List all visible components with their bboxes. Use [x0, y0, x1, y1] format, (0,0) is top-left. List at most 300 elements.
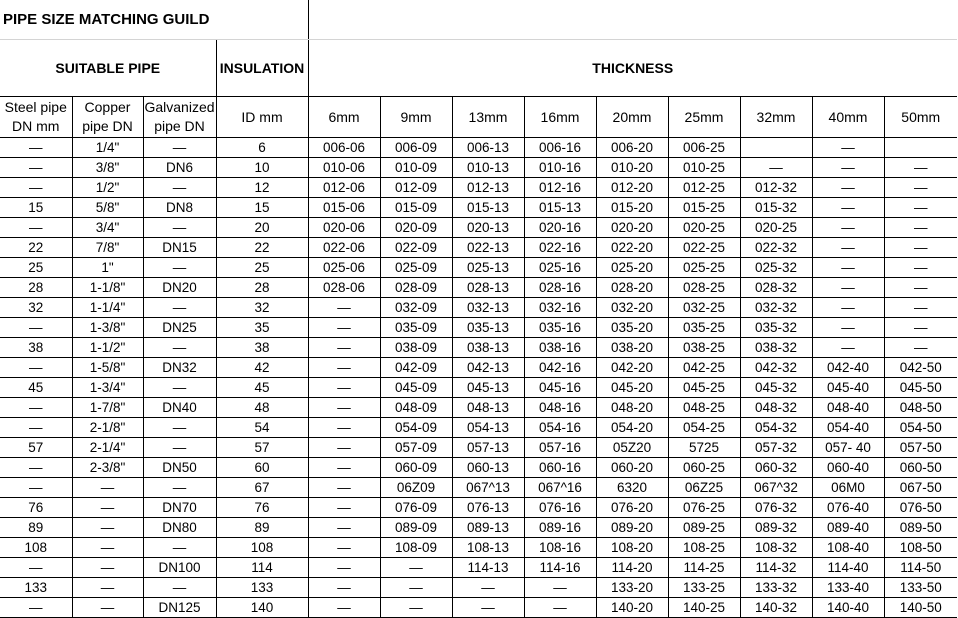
table-row: [0, 398, 957, 418]
table-cell: 054-50: [884, 418, 957, 438]
table-cell: 032-32: [740, 298, 812, 318]
table-cell: 045-25: [668, 378, 740, 398]
table-cell: 133: [216, 578, 308, 598]
table-cell: 140-40: [812, 598, 884, 618]
table-cell: 1-1/8": [72, 278, 143, 298]
table-cell: 133: [0, 578, 72, 598]
table-cell: 1-3/8": [72, 318, 143, 338]
table-cell: 54: [216, 418, 308, 438]
table-cell: 133-32: [740, 578, 812, 598]
table-row: [0, 298, 957, 318]
table-row: [0, 558, 957, 578]
table-cell: 020-13: [452, 218, 524, 238]
table-cell: 038-13: [452, 338, 524, 358]
table-cell: 45: [0, 378, 72, 398]
table-cell: 020-09: [380, 218, 452, 238]
table-cell: —: [72, 578, 143, 598]
table-cell: 1-3/4": [72, 378, 143, 398]
table-cell: 042-25: [668, 358, 740, 378]
table-cell: 06Z25: [668, 478, 740, 498]
table-cell: —: [812, 258, 884, 278]
table-cell: 067^16: [524, 478, 596, 498]
table-cell: 025-13: [452, 258, 524, 278]
col-header-galvanized-pipe: Galvanized pipe DN: [143, 97, 216, 138]
table-cell: 057-16: [524, 438, 596, 458]
table-cell: 028-20: [596, 278, 668, 298]
table-cell: 089-50: [884, 518, 957, 538]
table-row: [0, 238, 957, 258]
table-cell: —: [452, 578, 524, 598]
table-row: [0, 598, 957, 618]
table-cell: 028-06: [308, 278, 380, 298]
table-cell: —: [143, 298, 216, 318]
table-cell: 140-32: [740, 598, 812, 618]
table-cell: 076-40: [812, 498, 884, 518]
table-cell: 060-50: [884, 458, 957, 478]
table-cell: 054-16: [524, 418, 596, 438]
table-cell: 38: [216, 338, 308, 358]
table-cell: —: [308, 358, 380, 378]
table-cell: 045-13: [452, 378, 524, 398]
table-cell: —: [524, 598, 596, 618]
table-cell: 89: [216, 518, 308, 538]
table-cell: —: [884, 198, 957, 218]
table-cell: DN15: [143, 238, 216, 258]
table-cell: 012-06: [308, 178, 380, 198]
table-cell: 020-16: [524, 218, 596, 238]
table-cell: —: [308, 498, 380, 518]
table-cell: 1-5/8": [72, 358, 143, 378]
table-cell: 048-20: [596, 398, 668, 418]
table-cell: —: [143, 138, 216, 158]
table-cell: 060-16: [524, 458, 596, 478]
table-cell: 3/4": [72, 218, 143, 238]
table-row: [0, 418, 957, 438]
table-cell: 076-25: [668, 498, 740, 518]
table-cell: 2-1/4": [72, 438, 143, 458]
table-cell: DN50: [143, 458, 216, 478]
table-cell: 114-16: [524, 558, 596, 578]
table-cell: 035-32: [740, 318, 812, 338]
table-cell: 057-09: [380, 438, 452, 458]
table-row: [0, 218, 957, 238]
table-cell: —: [884, 278, 957, 298]
table-cell: 015-13: [452, 198, 524, 218]
table-cell: —: [380, 598, 452, 618]
table-cell: 108: [216, 538, 308, 558]
table-cell: —: [812, 198, 884, 218]
table-cell: 5725: [668, 438, 740, 458]
table-body: [0, 138, 957, 618]
table-cell: —: [0, 158, 72, 178]
table-row: [0, 198, 957, 218]
table-cell: 006-09: [380, 138, 452, 158]
table-row: [0, 338, 957, 358]
table-cell: 133-50: [884, 578, 957, 598]
table-cell: DN32: [143, 358, 216, 378]
table-cell: 038-25: [668, 338, 740, 358]
table-cell: 140-20: [596, 598, 668, 618]
table-cell: 045-32: [740, 378, 812, 398]
table-cell: 108-09: [380, 538, 452, 558]
table-cell: 15: [0, 198, 72, 218]
table-cell: 057- 40: [812, 438, 884, 458]
table-cell: 057-32: [740, 438, 812, 458]
table-cell: —: [0, 218, 72, 238]
table-cell: 10: [216, 158, 308, 178]
table-cell: 06Z09: [380, 478, 452, 498]
table-cell: —: [380, 558, 452, 578]
table-cell: —: [308, 318, 380, 338]
table-cell: 012-16: [524, 178, 596, 198]
table-cell: —: [308, 398, 380, 418]
table-cell: 025-20: [596, 258, 668, 278]
table-cell: 25: [0, 258, 72, 278]
table-cell: 042-16: [524, 358, 596, 378]
table-cell: 067-50: [884, 478, 957, 498]
table-cell: 010-09: [380, 158, 452, 178]
table-cell: 133-40: [812, 578, 884, 598]
table-cell: 025-09: [380, 258, 452, 278]
table-cell: 048-32: [740, 398, 812, 418]
table-cell: 089-32: [740, 518, 812, 538]
table-cell: 140-50: [884, 598, 957, 618]
table-cell: 042-32: [740, 358, 812, 378]
table-cell: 010-25: [668, 158, 740, 178]
table-cell: 038-16: [524, 338, 596, 358]
table-cell: 042-09: [380, 358, 452, 378]
table-cell: 028-09: [380, 278, 452, 298]
table-cell: —: [452, 598, 524, 618]
table-cell: 76: [216, 498, 308, 518]
col-header-20mm: 20mm: [596, 97, 668, 138]
table-cell: 32: [0, 298, 72, 318]
sheet-title: PIPE SIZE MATCHING GUILD: [0, 0, 308, 40]
table-cell: 140-25: [668, 598, 740, 618]
table-cell: 025-32: [740, 258, 812, 278]
table-cell: —: [72, 598, 143, 618]
table-cell: 012-20: [596, 178, 668, 198]
table-cell: 028-25: [668, 278, 740, 298]
col-header-40mm: 40mm: [812, 97, 884, 138]
table-cell: —: [308, 458, 380, 478]
table-cell: 076-13: [452, 498, 524, 518]
table-cell: —: [143, 578, 216, 598]
table-cell: DN20: [143, 278, 216, 298]
table-cell: 006-25: [668, 138, 740, 158]
table-cell: 060-09: [380, 458, 452, 478]
table-cell: 05Z20: [596, 438, 668, 458]
table-cell: 6: [216, 138, 308, 158]
table-cell: —: [308, 478, 380, 498]
table-cell: —: [143, 178, 216, 198]
table-cell: 015-25: [668, 198, 740, 218]
table-cell: —: [143, 378, 216, 398]
table-cell: 045-16: [524, 378, 596, 398]
col-header-6mm: 6mm: [308, 97, 380, 138]
table-cell: —: [884, 238, 957, 258]
table-cell: 022-09: [380, 238, 452, 258]
table-cell: —: [884, 338, 957, 358]
table-row: [0, 438, 957, 458]
table-cell: —: [884, 218, 957, 238]
table-cell: DN40: [143, 398, 216, 418]
table-cell: 076-32: [740, 498, 812, 518]
table-cell: —: [884, 298, 957, 318]
table-cell: 048-25: [668, 398, 740, 418]
table-cell: —: [0, 138, 72, 158]
table-cell: 060-32: [740, 458, 812, 478]
table-cell: 048-13: [452, 398, 524, 418]
table-cell: 12: [216, 178, 308, 198]
table-cell: 038-09: [380, 338, 452, 358]
table-cell: 022-13: [452, 238, 524, 258]
table-cell: 054-09: [380, 418, 452, 438]
table-cell: DN25: [143, 318, 216, 338]
table-cell: 076-16: [524, 498, 596, 518]
table-cell: —: [308, 418, 380, 438]
table-cell: 5/8": [72, 198, 143, 218]
table-cell: 089-40: [812, 518, 884, 538]
table-cell: 032-25: [668, 298, 740, 318]
table-cell: 1/2": [72, 178, 143, 198]
col-header-steel-pipe: Steel pipe DN mm: [0, 97, 72, 138]
table-cell: —: [884, 258, 957, 278]
table-cell: [740, 138, 812, 158]
table-cell: 045-20: [596, 378, 668, 398]
table-cell: 1/4": [72, 138, 143, 158]
table-cell: 038-20: [596, 338, 668, 358]
table-cell: —: [812, 158, 884, 178]
table-cell: 89: [0, 518, 72, 538]
table-cell: 042-40: [812, 358, 884, 378]
table-cell: 114-20: [596, 558, 668, 578]
table-cell: 1": [72, 258, 143, 278]
table-cell: 60: [216, 458, 308, 478]
table-cell: 042-13: [452, 358, 524, 378]
table-cell: —: [0, 598, 72, 618]
table-cell: 108-16: [524, 538, 596, 558]
table-cell: 133-25: [668, 578, 740, 598]
table-cell: 35: [216, 318, 308, 338]
table-cell: 57: [0, 438, 72, 458]
table-cell: —: [0, 398, 72, 418]
table-cell: 057-50: [884, 438, 957, 458]
table-cell: —: [143, 258, 216, 278]
table-cell: 133-20: [596, 578, 668, 598]
table-cell: 57: [216, 438, 308, 458]
table-cell: —: [308, 338, 380, 358]
table-cell: 108-32: [740, 538, 812, 558]
group-thickness: THICKNESS: [308, 40, 957, 97]
table-cell: 028-32: [740, 278, 812, 298]
table-cell: 010-20: [596, 158, 668, 178]
col-header-13mm: 13mm: [452, 97, 524, 138]
table-cell: 108-20: [596, 538, 668, 558]
table-cell: —: [72, 518, 143, 538]
table-cell: 42: [216, 358, 308, 378]
table-cell: —: [812, 178, 884, 198]
table-cell: 035-16: [524, 318, 596, 338]
table-cell: 060-20: [596, 458, 668, 478]
table-cell: 6320: [596, 478, 668, 498]
table-cell: —: [143, 538, 216, 558]
table-cell: 48: [216, 398, 308, 418]
table-cell: —: [72, 478, 143, 498]
table-cell: 140: [216, 598, 308, 618]
table-cell: 025-06: [308, 258, 380, 278]
table-cell: 012-09: [380, 178, 452, 198]
table-cell: —: [0, 418, 72, 438]
table-cell: 089-13: [452, 518, 524, 538]
table-row: [0, 318, 957, 338]
table-cell: —: [0, 358, 72, 378]
table-cell: —: [812, 338, 884, 358]
table-cell: 048-50: [884, 398, 957, 418]
table-cell: 048-09: [380, 398, 452, 418]
table-row: [0, 538, 957, 558]
table-cell: DN80: [143, 518, 216, 538]
table-cell: —: [308, 578, 380, 598]
table-cell: 054-25: [668, 418, 740, 438]
table-cell: —: [143, 418, 216, 438]
table-cell: 7/8": [72, 238, 143, 258]
table-cell: DN8: [143, 198, 216, 218]
table-row: [0, 478, 957, 498]
table-cell: —: [0, 178, 72, 198]
table-cell: 76: [0, 498, 72, 518]
table-cell: 038-32: [740, 338, 812, 358]
col-header-id: ID mm: [216, 97, 308, 138]
table-row: [0, 278, 957, 298]
table-cell: 108-50: [884, 538, 957, 558]
table-cell: 020-25: [668, 218, 740, 238]
table-cell: 2-3/8": [72, 458, 143, 478]
table-cell: 38: [0, 338, 72, 358]
table-cell: 006-20: [596, 138, 668, 158]
table-cell: 048-40: [812, 398, 884, 418]
table-cell: 022-16: [524, 238, 596, 258]
table-row: [0, 158, 957, 178]
table-cell: —: [380, 578, 452, 598]
table-cell: 054-40: [812, 418, 884, 438]
table-cell: —: [812, 298, 884, 318]
table-cell: 042-50: [884, 358, 957, 378]
table-cell: 67: [216, 478, 308, 498]
table-cell: 114-32: [740, 558, 812, 578]
table-cell: 114-40: [812, 558, 884, 578]
table-row: [0, 258, 957, 278]
table-cell: 114: [216, 558, 308, 578]
table-cell: —: [812, 278, 884, 298]
table-cell: 089-25: [668, 518, 740, 538]
table-cell: 054-32: [740, 418, 812, 438]
table-cell: 028-13: [452, 278, 524, 298]
table-row: [0, 358, 957, 378]
table-cell: —: [884, 178, 957, 198]
table-cell: 1-1/2": [72, 338, 143, 358]
table-cell: —: [0, 478, 72, 498]
table-cell: 012-13: [452, 178, 524, 198]
table-cell: 22: [0, 238, 72, 258]
table-cell: —: [143, 438, 216, 458]
col-header-32mm: 32mm: [740, 97, 812, 138]
table-cell: 035-25: [668, 318, 740, 338]
table-cell: 114-25: [668, 558, 740, 578]
table-cell: 22: [216, 238, 308, 258]
table-cell: —: [740, 158, 812, 178]
table-cell: —: [0, 558, 72, 578]
table-cell: —: [308, 438, 380, 458]
table-cell: 108-25: [668, 538, 740, 558]
table-cell: 076-20: [596, 498, 668, 518]
table-cell: 045-09: [380, 378, 452, 398]
table-cell: 45: [216, 378, 308, 398]
table-cell: —: [812, 238, 884, 258]
table-cell: 025-16: [524, 258, 596, 278]
table-cell: 067^32: [740, 478, 812, 498]
table-cell: —: [143, 218, 216, 238]
table-row: [0, 378, 957, 398]
table-cell: [884, 138, 957, 158]
table-cell: —: [72, 498, 143, 518]
table-cell: 060-25: [668, 458, 740, 478]
table-cell: —: [143, 338, 216, 358]
table-cell: —: [812, 218, 884, 238]
table-cell: 035-13: [452, 318, 524, 338]
table-cell: 114-13: [452, 558, 524, 578]
table-cell: —: [884, 158, 957, 178]
table-row: [0, 518, 957, 538]
table-cell: 15: [216, 198, 308, 218]
table-cell: 032-20: [596, 298, 668, 318]
table-cell: 060-40: [812, 458, 884, 478]
table-cell: 010-06: [308, 158, 380, 178]
table-cell: DN100: [143, 558, 216, 578]
col-header-16mm: 16mm: [524, 97, 596, 138]
table-cell: 089-20: [596, 518, 668, 538]
table-cell: 028-16: [524, 278, 596, 298]
table-cell: —: [0, 458, 72, 478]
table-cell: 010-13: [452, 158, 524, 178]
table-cell: 076-50: [884, 498, 957, 518]
table-cell: 020-20: [596, 218, 668, 238]
group-suitable-pipe: SUITABLE PIPE: [0, 40, 216, 97]
col-header-copper-pipe: Copper pipe DN: [72, 97, 143, 138]
table-cell: —: [308, 598, 380, 618]
table-cell: 045-50: [884, 378, 957, 398]
table-cell: 057-13: [452, 438, 524, 458]
table-cell: 067^13: [452, 478, 524, 498]
table-cell: 076-09: [380, 498, 452, 518]
table-cell: 20: [216, 218, 308, 238]
table-cell: 035-20: [596, 318, 668, 338]
table-cell: 032-13: [452, 298, 524, 318]
table-cell: —: [308, 378, 380, 398]
table-cell: —: [72, 538, 143, 558]
table-cell: 28: [0, 278, 72, 298]
table-cell: —: [884, 318, 957, 338]
table-cell: 060-13: [452, 458, 524, 478]
table-cell: —: [308, 298, 380, 318]
table-cell: 006-13: [452, 138, 524, 158]
table-row: [0, 458, 957, 478]
table-cell: 1-1/4": [72, 298, 143, 318]
table-cell: 015-06: [308, 198, 380, 218]
table-cell: —: [812, 318, 884, 338]
table-cell: 022-25: [668, 238, 740, 258]
table-row: [0, 498, 957, 518]
